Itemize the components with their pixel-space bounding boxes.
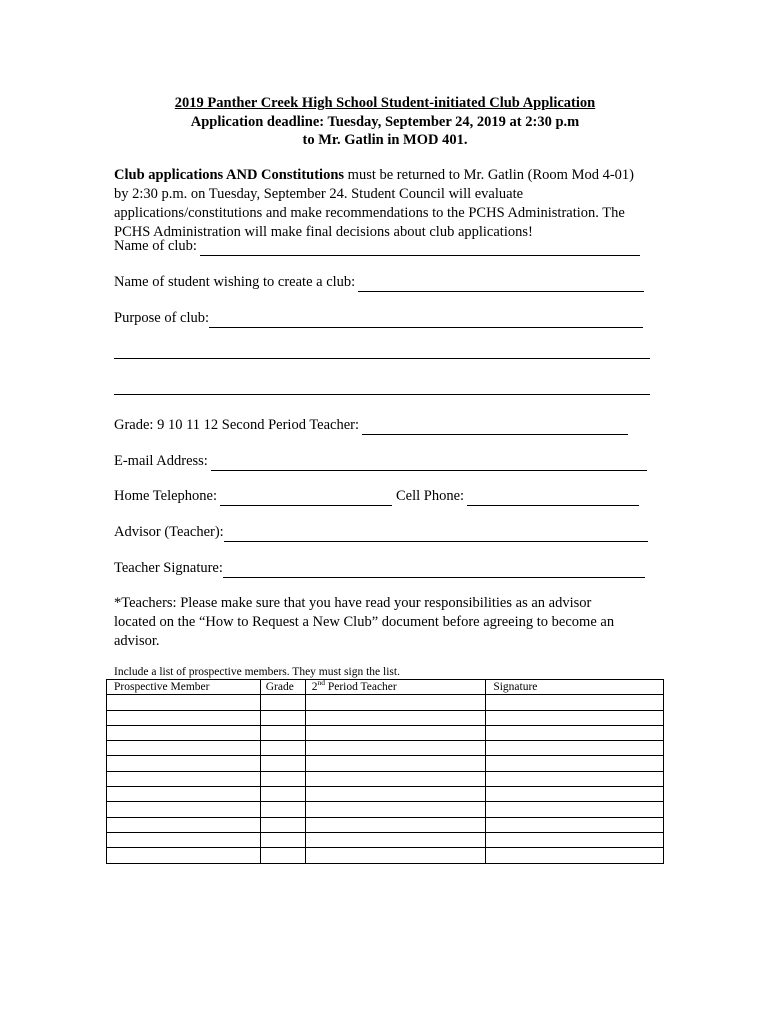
grade-cell[interactable] — [260, 817, 305, 832]
column-header-signature: Signature — [486, 680, 664, 695]
student-name-label: Name of student wishing to create a club: — [114, 274, 356, 290]
column-header-member: Prospective Member — [107, 680, 261, 695]
member-cell[interactable] — [107, 817, 261, 832]
grade-cell[interactable] — [260, 725, 305, 740]
table-row — [107, 756, 664, 771]
prospective-members-table — [106, 679, 664, 864]
purpose-row — [114, 309, 643, 328]
grade-cell[interactable] — [260, 787, 305, 802]
teacher-signature-field[interactable] — [223, 563, 645, 578]
table-row — [107, 787, 664, 802]
period-teacher-cell[interactable] — [305, 832, 486, 847]
second-period-teacher-field[interactable] — [362, 420, 628, 435]
instructions-line-2: by 2:30 p.m. on Tuesday, September 24. Student Council will evaluate — [114, 186, 524, 202]
grade-cell[interactable] — [260, 771, 305, 786]
teacher-note-line-1: *Teachers: Please make sure that you have read your responsibilities as an advisor — [114, 595, 592, 611]
members-table-body — [107, 695, 664, 863]
grade-cell[interactable] — [260, 756, 305, 771]
member-cell[interactable] — [107, 848, 261, 863]
column-header-period-teacher — [305, 677, 486, 695]
period-teacher-cell[interactable] — [305, 756, 486, 771]
club-name-row — [114, 237, 640, 256]
period-suffix: nd — [317, 677, 325, 687]
advisor-label: Advisor (Teacher): — [114, 524, 224, 540]
period-teacher-cell[interactable] — [305, 741, 486, 756]
period-teacher-text: Period Teacher — [324, 680, 397, 693]
club-name-field[interactable] — [200, 241, 640, 256]
signature-cell[interactable] — [486, 832, 664, 847]
period-teacher-cell[interactable] — [305, 802, 486, 817]
student-name-row — [114, 273, 644, 292]
teacher-note — [114, 594, 674, 651]
table-row — [107, 725, 664, 740]
teacher-signature-label: Teacher Signature: — [114, 560, 223, 576]
table-row — [107, 848, 664, 863]
member-cell[interactable] — [107, 741, 261, 756]
period-teacher-cell[interactable] — [305, 817, 486, 832]
instructions-paragraph — [114, 166, 674, 242]
signature-cell[interactable] — [486, 802, 664, 817]
grade-cell[interactable] — [260, 848, 305, 863]
grade-teacher-label: Grade: 9 10 11 12 Second Period Teacher: — [114, 417, 360, 433]
member-cell[interactable] — [107, 725, 261, 740]
email-field[interactable] — [211, 456, 647, 471]
signature-cell[interactable] — [486, 771, 664, 786]
member-cell[interactable] — [107, 787, 261, 802]
member-cell[interactable] — [107, 832, 261, 847]
signature-cell[interactable] — [486, 741, 664, 756]
email-label: E-mail Address: — [114, 453, 208, 469]
home-phone-field[interactable] — [220, 491, 392, 506]
advisor-field[interactable] — [224, 527, 648, 542]
signature-cell[interactable] — [486, 725, 664, 740]
member-cell[interactable] — [107, 756, 261, 771]
grade-cell[interactable] — [260, 741, 305, 756]
instructions-line-4: PCHS Administration will make final decisions about club applications! — [114, 224, 533, 240]
table-row — [107, 710, 664, 725]
period-teacher-cell[interactable] — [305, 725, 486, 740]
table-row — [107, 771, 664, 786]
student-name-field[interactable] — [358, 277, 644, 292]
column-header-grade: Grade — [260, 680, 305, 695]
signature-cell[interactable] — [486, 710, 664, 725]
member-cell[interactable] — [107, 771, 261, 786]
instructions-bold-lead: Club applications AND Constitutions — [114, 167, 345, 183]
signature-cell[interactable] — [486, 848, 664, 863]
email-row — [114, 452, 647, 471]
grade-cell[interactable] — [260, 695, 305, 710]
member-cell[interactable] — [107, 710, 261, 725]
signature-cell[interactable] — [486, 695, 664, 710]
table-row — [107, 802, 664, 817]
signature-cell[interactable] — [486, 787, 664, 802]
period-teacher-cell[interactable] — [305, 695, 486, 710]
table-row — [107, 695, 664, 710]
cell-phone-label: Cell Phone: — [396, 488, 465, 504]
grade-cell[interactable] — [260, 802, 305, 817]
home-phone-label: Home Telephone: — [114, 488, 218, 504]
members-table-header-row — [107, 680, 664, 695]
period-number: 2 — [311, 680, 318, 693]
table-row — [107, 832, 664, 847]
member-cell[interactable] — [107, 695, 261, 710]
recipient-line: to Mr. Gatlin in MOD 401. — [302, 132, 468, 148]
deadline-line: Application deadline: Tuesday, September 24, 2019 at 2:30 p.m — [190, 114, 580, 130]
signature-cell[interactable] — [486, 756, 664, 771]
advisor-row — [114, 523, 648, 542]
teacher-signature-row — [114, 559, 645, 578]
members-table-caption: Include a list of prospective members. They must sign the list. — [114, 666, 400, 678]
purpose-extra-line-1[interactable] — [114, 358, 650, 359]
cell-phone-field[interactable] — [467, 491, 639, 506]
purpose-extra-line-2[interactable] — [114, 394, 650, 395]
teacher-note-line-3: advisor. — [114, 633, 160, 649]
table-row — [107, 741, 664, 756]
period-teacher-cell[interactable] — [305, 848, 486, 863]
signature-cell[interactable] — [486, 817, 664, 832]
teacher-note-line-2: located on the “How to Request a New Club” document before agreeing to become an — [114, 614, 615, 630]
period-teacher-cell[interactable] — [305, 710, 486, 725]
grade-row — [114, 416, 628, 435]
purpose-field[interactable] — [209, 313, 643, 328]
grade-cell[interactable] — [260, 710, 305, 725]
period-teacher-cell[interactable] — [305, 771, 486, 786]
purpose-label: Purpose of club: — [114, 310, 210, 326]
table-row — [107, 817, 664, 832]
form-title: 2019 Panther Creek High School Student-initiated Club Application — [174, 95, 596, 111]
instructions-line-1: must be returned to Mr. Gatlin (Room Mod 4-01) — [344, 167, 635, 183]
phone-row — [114, 487, 639, 506]
instructions-line-3: applications/constitutions and make recommendations to the PCHS Administration. The — [114, 205, 625, 221]
grade-cell[interactable] — [260, 832, 305, 847]
period-teacher-cell[interactable] — [305, 787, 486, 802]
member-cell[interactable] — [107, 802, 261, 817]
club-name-label: Name of club: — [114, 238, 197, 254]
